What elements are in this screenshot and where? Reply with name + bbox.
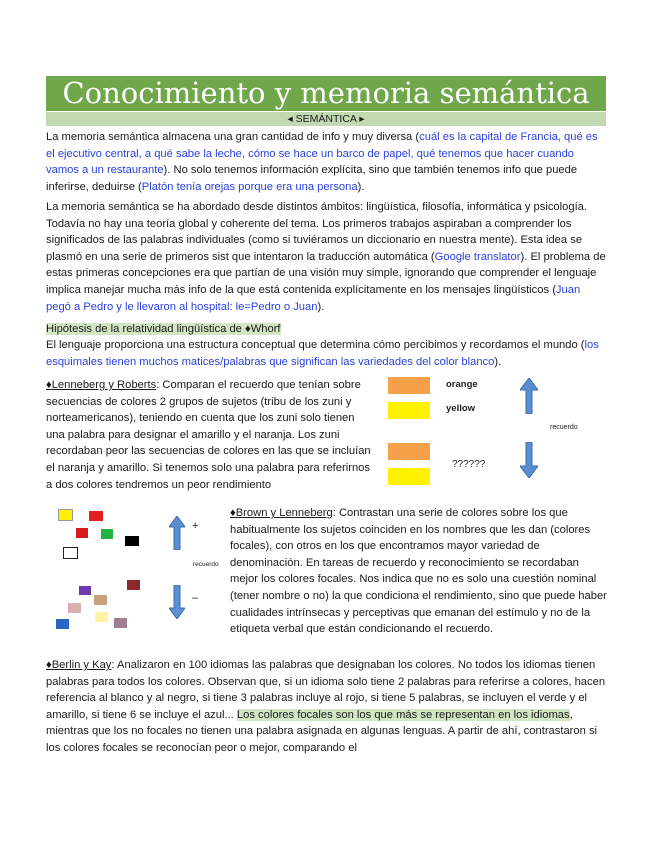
swatch-pink — [68, 603, 81, 613]
whorf-text-2: ). — [494, 355, 502, 368]
swatch-red-dark — [76, 528, 88, 538]
swatch-white — [63, 547, 78, 559]
paragraph-brown-lenneberg — [230, 505, 608, 638]
orange-swatch-top — [388, 377, 430, 394]
page-title: Conocimiento y memoria semántica — [46, 76, 606, 111]
whorf-text-1: El lenguaje proporciona una estructura conceptual que determina cómo percibimos y recordamos el mundo ( — [46, 339, 585, 351]
paragraph-intro — [46, 129, 608, 195]
paragraph-berlin-kay — [46, 657, 608, 757]
arrow-up-icon — [169, 516, 185, 550]
swatch-maroon — [127, 580, 140, 590]
approaches-text-3: ). — [317, 300, 325, 313]
lenneberg-roberts-name: ♦Lenneberg y Roberts — [46, 379, 157, 391]
lenneberg-roberts-text: : Comparan el recuerdo que tenían sobre secuencias de colores 2 grupos de sujetos (tribu de los zuni y norteamericanos), teniendo en cuenta que los zuni solo tienen una palabra para designar el amarillo y el naranja. Los zuni recordaban peor las secuencias de colores en las que se incluían el naranja y amarillo. Si tenemos solo una palabra para referirnos a dos colores tendremos un peor rendimiento — [46, 379, 371, 491]
brown-lenneberg-name: ♦Brown y Lenneberg — [230, 507, 333, 519]
approaches-text-2: ). El problema de estas primeras concepciones era que partían de una visión muy simple, ignorando que comprender el lenguaje implica manejar mucha más info de la que está contenida explícitamente en los mensajes lingüísticos ( — [46, 250, 606, 296]
paragraph-lenneberg-roberts — [46, 377, 372, 493]
arrow-up-icon — [520, 378, 538, 414]
orange-label: orange — [446, 379, 478, 390]
berlin-kay-text-1: : Analizaron en 100 idiomas las palabras que designaban los colores. No todos los idiomas tienen palabras para todos los colores. Observan que, si un idioma solo tiene 2 palabras para referirse a colores, hacen referencia al blanco y al negro, si tiene 3 palabras incluye al rojo, si tiene 5 palabras, se incluyen el verde y el amarillo, si tiene 6 se incluye el azul... — [46, 659, 606, 721]
recuerdo-label-fig1: recuerdo — [550, 424, 578, 431]
swatch-mauve — [114, 618, 127, 628]
approaches-example-google: Google translator — [434, 250, 521, 263]
plus-label: + — [192, 520, 199, 532]
intro-text-1: La memoria semántica almacena una gran cantidad de info y muy diversa ( — [46, 131, 420, 143]
yellow-label: yellow — [446, 403, 476, 414]
orange-swatch-bottom — [388, 443, 430, 460]
swatch-blue — [56, 619, 69, 629]
swatch-cream — [95, 612, 108, 622]
swatch-purple — [79, 586, 91, 595]
berlin-kay-text-2: , mientras que los no focales no tienen una palabra asignada en algunas lenguas. A partir de ahí, contrastaron si los colores focales se reconocían peor o mejor, comparando el — [46, 708, 598, 754]
arrow-down-icon — [520, 442, 538, 478]
approaches-text-1: La memoria semántica se ha abordado desde distintos ámbitos: lingüística, filosofía, informática y psicología. Todavía no hay una teoría global y coherente del tema. Los primeros trabajos aspiraban a comprender los significados de las palabras individuales (como si tuviéramos un diccionario en nuestra mente). Esta idea se plasmó en una serie de primeros sist que intentaron la traducción automática ( — [46, 201, 588, 263]
heading-whorf — [46, 321, 608, 338]
arrow-down-icon — [169, 585, 185, 619]
question-label: ?????? — [452, 459, 486, 470]
section-subtitle: ◂ SEMÁNTICA ▸ — [46, 112, 606, 126]
berlin-kay-highlight: Los colores focales son los que más se representan en los idiomas — [236, 708, 570, 721]
paragraph-whorf — [46, 337, 608, 370]
swatch-black — [125, 536, 139, 546]
swatch-tan — [94, 595, 107, 605]
recuerdo-label-fig2: recuerdo — [193, 561, 219, 568]
intro-text-3: ). — [357, 180, 365, 193]
heading-whorf-text: Hipótesis de la relatividad lingüística de ♦Whorf — [46, 323, 281, 335]
swatch-red — [89, 511, 103, 521]
whorf-example: los esquimales tienen muchos matices/palabras que significan las variedades del color blanco — [46, 339, 599, 368]
paragraph-approaches — [46, 199, 608, 315]
swatch-yellow — [58, 509, 73, 521]
swatch-green — [101, 529, 113, 539]
intro-examples: cuál es la capital de Francia, qué es el ejecutivo central, a qué sabe la leche, cómo se hace un barco de papel, qué tenemos que hacer cuando vamos a un restaurante — [46, 131, 598, 177]
approaches-example-juan: Juan pegó a Pedro y le llevaron al hospital: le=Pedro o Juan — [46, 283, 581, 313]
minus-label: – — [192, 592, 199, 604]
brown-lenneberg-text: : Contrastan una serie de colores sobre los que habitualmente los sujetos coinciden en los nombres que les dan (colores focales), con otros en los que encontramos mayor variedad de denominación. En tareas de recuerdo y reconocimiento se recordaban mejor los colores focales. Nos indica que no es solo una cuestión nominal (tener nombre o no) la que condiciona el rendimiento, sino que puede haber cualidades intrínsecas y perceptivas que emanan del estímulo y no de la etiqueta verbal que están condicionando el recuerdo. — [230, 507, 607, 636]
yellow-swatch-top — [388, 402, 430, 419]
yellow-swatch-bottom — [388, 468, 430, 485]
berlin-kay-name: ♦Berlin y Kay — [46, 659, 112, 671]
intro-text-2: ). No solo tenemos información explícita, sino que también tenemos info que puede inferirse, deduirse ( — [46, 164, 578, 193]
intro-example-plato: Platón tenía orejas porque era una persona — [141, 180, 358, 193]
